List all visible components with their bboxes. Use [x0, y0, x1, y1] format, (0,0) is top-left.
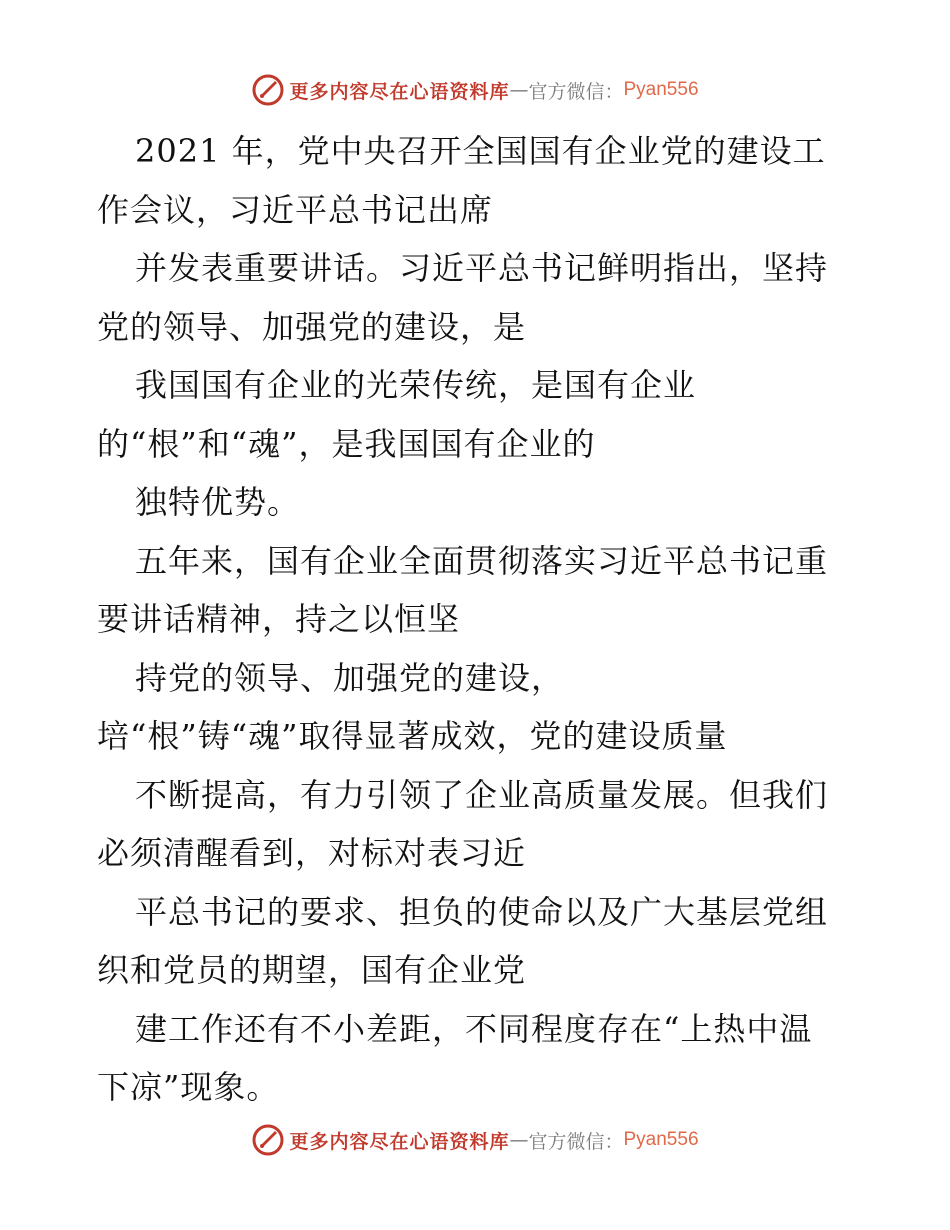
- watermark-id: Pyan556: [623, 1129, 699, 1150]
- document-body: [97, 122, 867, 1117]
- text-line: 不断提高，有力引领了企业高质量发展。但我们: [135, 775, 829, 814]
- brand-logo-icon: [251, 1123, 285, 1157]
- text-line: 并发表重要讲话。习近平总书记鲜明指出，坚持: [135, 249, 829, 287]
- text-line: 下凉”现象。: [97, 1068, 280, 1106]
- text-line: 的“根”和“魂”，是我国国有企业的: [97, 424, 596, 463]
- watermark-id: Pyan556: [623, 79, 699, 100]
- text-line: 培“根”铸“魂”取得显著成效，党的建设质量: [97, 717, 728, 755]
- watermark-dash: —: [509, 1129, 529, 1151]
- watermark-label: 官方微信：: [528, 1130, 624, 1153]
- text-line: 持党的领导、加强党的建设，: [135, 658, 565, 697]
- text-line: 五年来，国有企业全面贯彻落实习近平总书记重: [135, 541, 829, 580]
- watermark-text: 更多内容尽在心语资料库: [289, 1130, 510, 1153]
- watermark-dash: —: [509, 79, 529, 101]
- watermark-label: 官方微信：: [528, 80, 624, 103]
- brand-logo-icon: [251, 73, 285, 107]
- text-line: 要讲话精神，持之以恒坚: [97, 600, 461, 638]
- text-line: 建工作还有不小差距，不同程度存在“上热中温: [135, 1009, 813, 1048]
- text-line: 我国国有企业的光荣传统，是国有企业: [135, 366, 697, 404]
- text-line: 织和党员的期望，国有企业党: [97, 951, 527, 989]
- text-line: 独特优势。: [135, 483, 301, 521]
- header-watermark: [0, 70, 950, 110]
- footer-watermark: [0, 1120, 950, 1160]
- text-line: 作会议，习近平总书记出席: [97, 190, 494, 229]
- text-line: 平总书记的要求、担负的使命以及广大基层党组: [135, 892, 829, 931]
- text-line: 2021 年，党中央召开全国国有企业党的建设工: [135, 132, 826, 170]
- watermark-text: 更多内容尽在心语资料库: [289, 80, 510, 103]
- text-line: 必须清醒看到，对标对表习近: [97, 834, 527, 872]
- text-line: 党的领导、加强党的建设，是: [97, 307, 527, 346]
